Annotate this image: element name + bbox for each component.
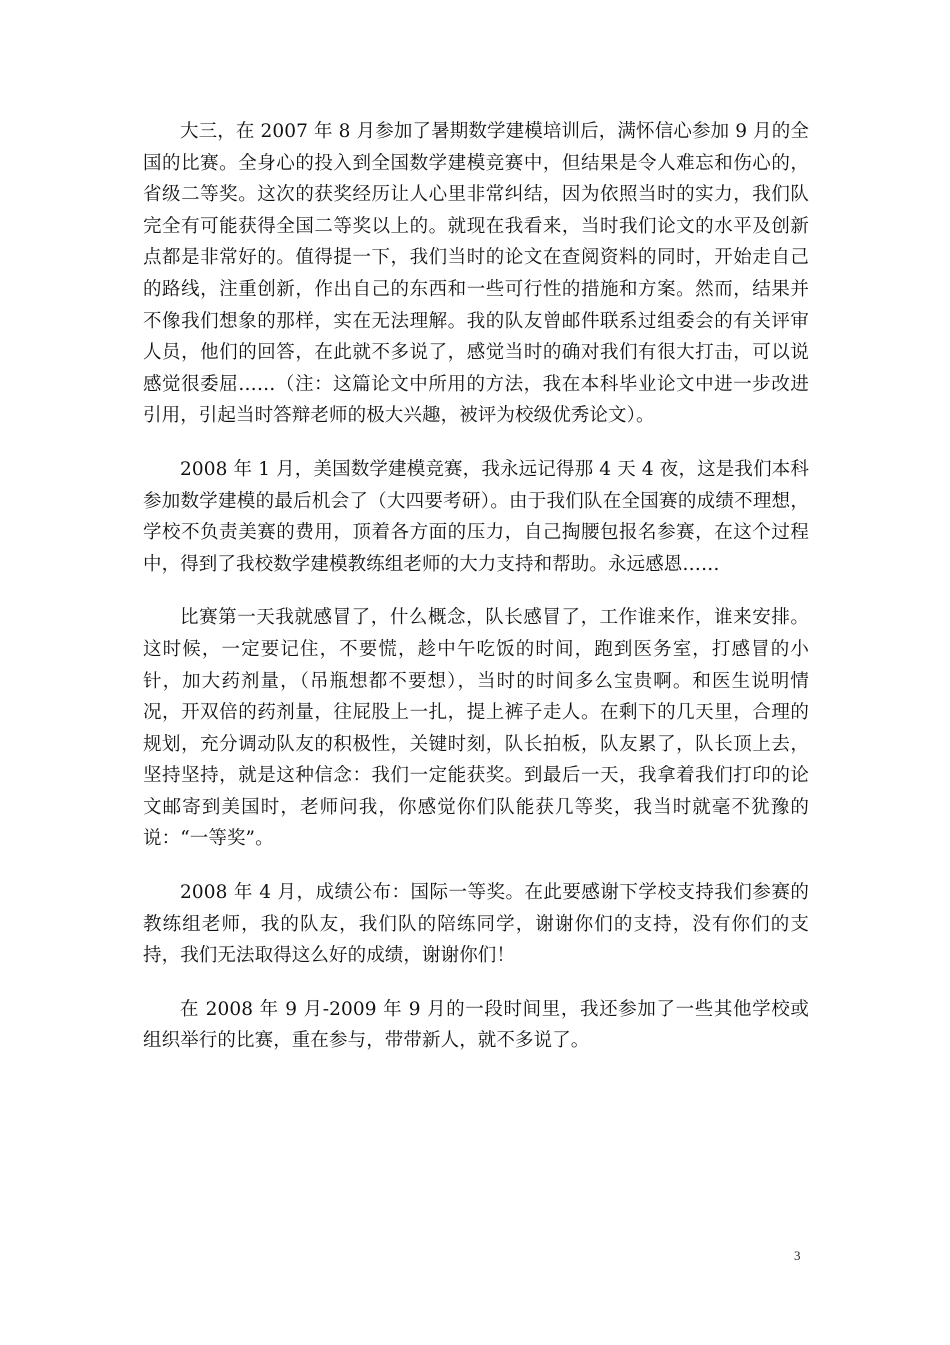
paragraph-2008-results: 2008 年 4 月，成绩公布：国际一等奖。在此要感谢下学校支持我们参赛的教练组老师，我的队友，我们队的陪练同学，谢谢你们的支持，没有你们的支持，我们无法取得这么好的成绩，谢谢你们！ — [143, 882, 809, 967]
paragraph-2008-2009-other-contests: 在 2008 年 9 月-2009 年 9 月的一段时间里，我还参加了一些其他学校或组织举行的比赛，重在参与，带带新人，就不多说了。 — [143, 998, 809, 1052]
document-body — [143, 116, 809, 1079]
paragraph-2007-national-contest: 大三，在 2007 年 8 月参加了暑期数学建模培训后，满怀信心参加 9 月的全国的比赛。全身心的投入到全国数学建模竞赛中，但结果是令人难忘和伤心的，省级二等奖。这次的获奖经历让人心里非常纠结，因为依照当时的实力，我们队完全有可能获得全国二等奖以上的。就现在我看来，当时我们论文的水平及创新点都是非常好的。值得提一下，我们当时的论文在查阅资料的同时，开始走自己的路线，注重创新，作出自己的东西和一些可行性的措施和方案。然而，结果并不像我们想象的那样，实在无法理解。我的队友曾邮件联系过组委会的有关评审人员，他们的回答，在此就不多说了，感觉当时的确对我们有很大打击，可以说感觉很委屈……（注：这篇论文中所用的方法，我在本科毕业论文中进一步改进引用，引起当时答辩老师的极大兴趣，被评为校级优秀论文）。 — [143, 121, 809, 427]
page-number: 3 — [794, 1248, 801, 1263]
paragraph-2008-us-contest: 2008 年 1 月，美国数学建模竞赛，我永远记得那 4 天 4 夜，这是我们本科参加数学建模的最后机会了（大四要考研）。由于我们队在全国赛的成绩不理想，学校不负责美赛的费用，顶着各方面的压力，自己掏腰包报名参赛，在这个过程中，得到了我校数学建模教练组老师的大力支持和帮助。永远感恩…… — [143, 458, 809, 575]
paragraph-contest-first-day: 比赛第一天我就感冒了，什么概念，队长感冒了，工作谁来作，谁来安排。这时候，一定要记住，不要慌，趁中午吃饭的时间，跑到医务室，打感冒的小针，加大药剂量，（吊瓶想都不要想），当时的时间多么宝贵啊。和医生说明情况，开双倍的药剂量，往屁股上一扎，提上裤子走人。在剩下的几天里，合理的规划，充分调动队友的积极性，关键时刻，队长拍板，队友累了，队长顶上去，坚持坚持，就是这种信念：我们一定能获奖。到最后一天，我拿着我们打印的论文邮寄到美国时，老师问我，你感觉你们队能获几等奖，我当时就毫不犹豫的说：“一等奖”。 — [143, 607, 809, 850]
